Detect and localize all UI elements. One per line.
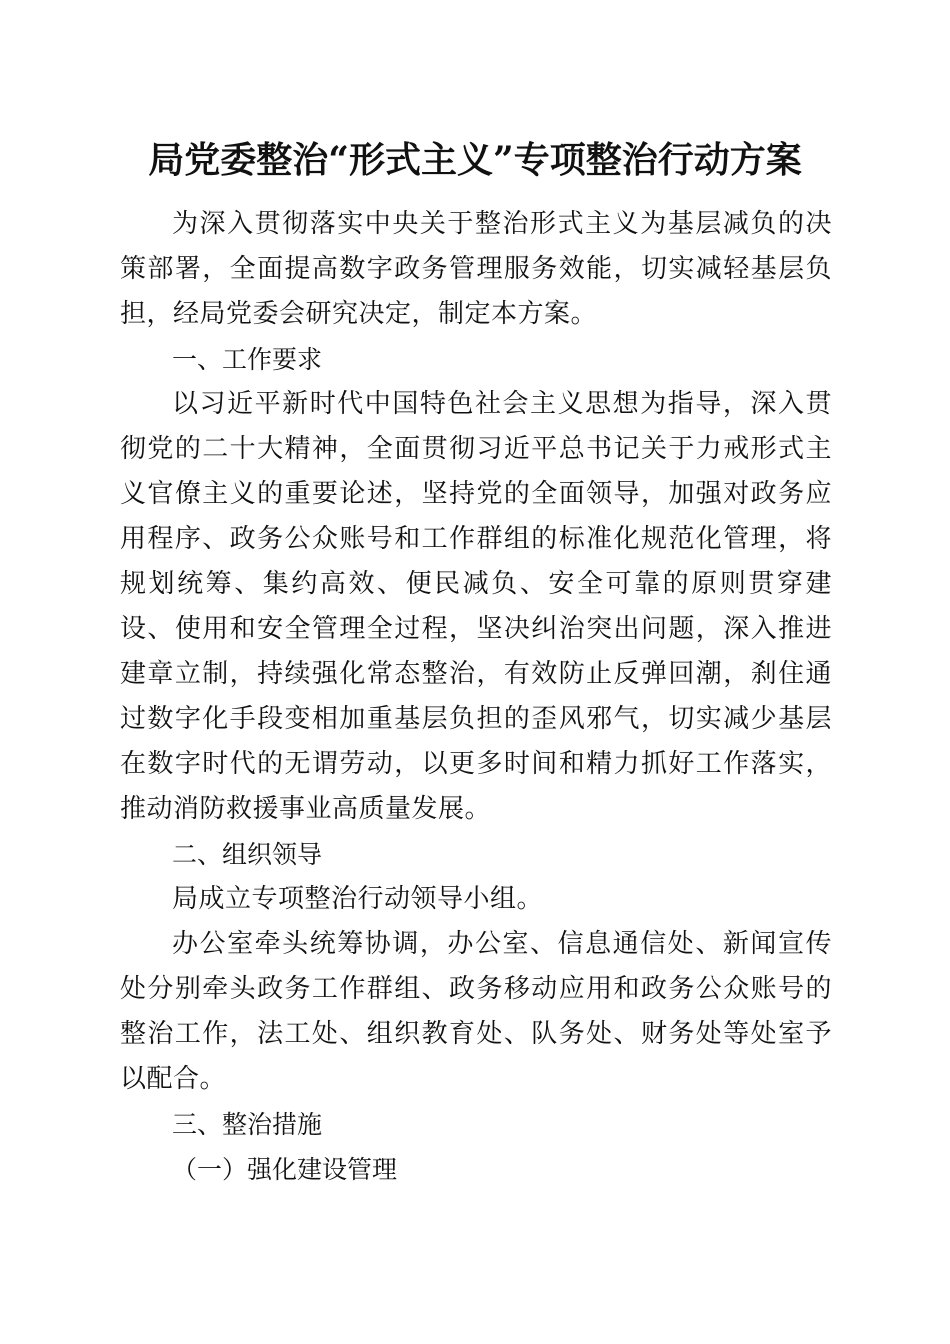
section-heading-organization: 二、组织领导 (172, 840, 323, 869)
document-title: 局党委整治“形式主义”专项整治行动方案 (148, 139, 802, 181)
section-heading-measures: 三、整治措施 (172, 1110, 323, 1139)
document-body (120, 202, 832, 1192)
section-heading-work-requirements: 一、工作要求 (172, 345, 323, 374)
work-requirements-paragraph: 以习近平新时代中国特色社会主义思想为指导，深入贯彻党的二十大精神，全面贯彻习近平总书记关于力戒形式主义官僚主义的重要论述，坚持党的全面领导，加强对政务应用程序、政务公众账号和工作群组的标准化规范化管理，将规划统筹、集约高效、便民减负、安全可靠的原则贯穿建设、使用和安全管理全过程，坚决纠治突出问题，深入推进建章立制，持续强化常态整治，有效防止反弹回潮，刹住通过数字化手段变相加重基层负担的歪风邪气，切实减少基层在数字时代的无谓劳动，以更多时间和精力抓好工作落实，推动消防救援事业高质量发展。 (120, 389, 832, 824)
subsection-heading-construction-management: （一）强化建设管理 (172, 1155, 398, 1184)
organization-paragraph-1: 局成立专项整治行动领导小组。 (172, 884, 544, 914)
organization-paragraph-2: 办公室牵头统筹协调，办公室、信息通信处、新闻宣传处分别牵头政务工作群组、政务移动应用和政务公众账号的整治工作，法工处、组织教育处、队务处、财务处等处室予以配合。 (120, 929, 832, 1094)
intro-paragraph: 为深入贯彻落实中央关于整治形式主义为基层减负的决策部署，全面提高数字政务管理服务效能，切实减轻基层负担，经局党委会研究决定，制定本方案。 (120, 209, 832, 329)
